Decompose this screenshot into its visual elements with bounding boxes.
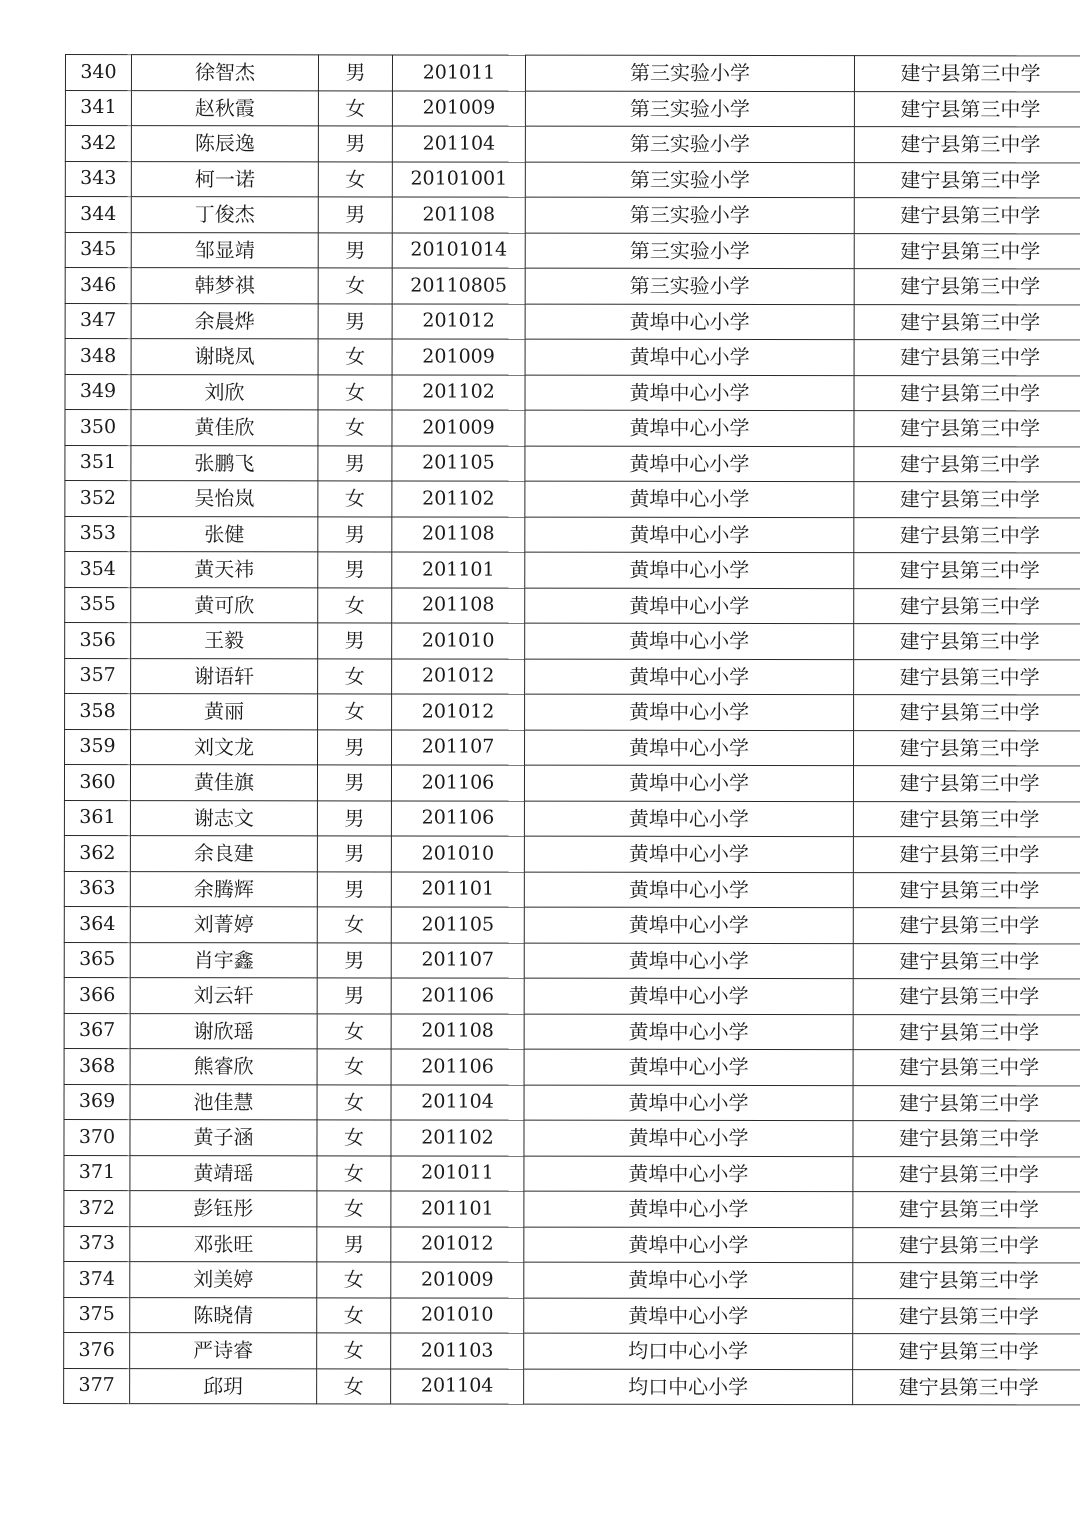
student-name: 余腾辉	[130, 871, 317, 907]
student-name: 池佳慧	[130, 1084, 317, 1120]
birth-date: 201104	[391, 1084, 524, 1120]
assigned-middle-school: 建宁县第三中学	[853, 872, 1080, 908]
primary-school: 黄埠中心小学	[524, 765, 853, 801]
assigned-middle-school: 建宁县第三中学	[853, 1263, 1080, 1299]
table-row	[64, 765, 1080, 802]
student-sex: 男	[318, 729, 392, 765]
row-number: 366	[64, 977, 130, 1013]
student-name: 黄丽	[131, 694, 318, 730]
student-name: 熊睿欣	[130, 1049, 317, 1085]
table-row	[65, 729, 1080, 766]
birth-date: 201009	[392, 410, 525, 446]
primary-school: 黄埠中心小学	[524, 1298, 853, 1334]
assigned-middle-school: 建宁县第三中学	[853, 1050, 1080, 1086]
table-row	[64, 871, 1080, 908]
table-row	[65, 552, 1080, 589]
assigned-middle-school: 建宁县第三中学	[853, 979, 1080, 1015]
primary-school: 黄埠中心小学	[525, 517, 854, 553]
assigned-middle-school: 建宁县第三中学	[854, 553, 1080, 589]
row-number: 364	[64, 906, 130, 942]
row-number: 371	[64, 1155, 130, 1191]
student-sex: 男	[317, 871, 391, 907]
birth-date: 201009	[392, 339, 525, 375]
primary-school: 黄埠中心小学	[524, 1120, 853, 1156]
assigned-middle-school: 建宁县第三中学	[853, 1085, 1080, 1121]
row-number: 372	[64, 1190, 130, 1226]
birth-date: 201106	[391, 800, 524, 836]
assigned-middle-school: 建宁县第三中学	[854, 730, 1080, 766]
birth-date: 201101	[392, 552, 525, 588]
birth-date: 201105	[392, 445, 525, 481]
table-row	[64, 1155, 1080, 1192]
row-number: 370	[64, 1119, 130, 1155]
birth-date: 201108	[391, 1013, 524, 1049]
birth-date: 201108	[392, 197, 525, 233]
student-sex: 男	[317, 1226, 391, 1262]
student-name: 吴怡岚	[131, 481, 318, 517]
student-name: 黄子涵	[130, 1120, 317, 1156]
primary-school: 黄埠中心小学	[525, 446, 854, 482]
table-row	[64, 1226, 1080, 1263]
student-name: 陈晓倩	[130, 1297, 317, 1333]
student-sex: 女	[318, 410, 392, 446]
assigned-middle-school: 建宁县第三中学	[853, 1192, 1080, 1228]
row-number: 377	[64, 1368, 130, 1404]
birth-date: 201103	[391, 1333, 524, 1369]
table-row	[64, 1297, 1080, 1334]
primary-school: 第三实验小学	[525, 91, 854, 127]
table-row	[64, 835, 1080, 872]
assigned-middle-school: 建宁县第三中学	[854, 375, 1080, 411]
table-row	[64, 1119, 1080, 1156]
row-number: 368	[64, 1048, 130, 1084]
primary-school: 第三实验小学	[525, 162, 854, 198]
assigned-middle-school: 建宁县第三中学	[854, 198, 1080, 234]
student-sex: 男	[318, 126, 392, 162]
birth-date: 201012	[392, 303, 525, 339]
primary-school: 第三实验小学	[525, 55, 854, 91]
table-row	[65, 197, 1080, 234]
assigned-middle-school: 建宁县第三中学	[854, 269, 1080, 305]
row-number: 375	[64, 1297, 130, 1333]
primary-school: 黄埠中心小学	[524, 978, 853, 1014]
table-row	[65, 303, 1080, 340]
assigned-middle-school: 建宁县第三中学	[853, 1156, 1080, 1192]
student-name: 谢晓凤	[131, 339, 318, 375]
student-name: 谢语轩	[131, 658, 318, 694]
row-number: 362	[64, 835, 130, 871]
student-sex: 女	[318, 90, 392, 126]
birth-date: 20101001	[392, 161, 525, 197]
primary-school: 黄埠中心小学	[524, 836, 853, 872]
student-sex: 男	[317, 836, 391, 872]
student-sex: 女	[317, 1368, 391, 1404]
row-number: 369	[64, 1084, 130, 1120]
student-roster-table	[63, 54, 1080, 1405]
table-row	[64, 1013, 1080, 1050]
assigned-middle-school: 建宁县第三中学	[853, 1014, 1080, 1050]
table-row	[65, 694, 1080, 731]
student-sex: 男	[318, 516, 392, 552]
student-name: 余晨烨	[131, 303, 318, 339]
row-number: 355	[65, 587, 131, 623]
student-name: 黄靖瑶	[130, 1155, 317, 1191]
table-row	[64, 1368, 1080, 1405]
student-name: 肖宇鑫	[130, 942, 317, 978]
student-name: 韩梦祺	[131, 268, 318, 304]
primary-school: 黄埠中心小学	[524, 1156, 853, 1192]
row-number: 348	[65, 339, 131, 375]
primary-school: 第三实验小学	[525, 126, 854, 162]
student-sex: 女	[317, 1155, 391, 1191]
student-name: 柯一诺	[131, 161, 318, 197]
student-name: 刘云轩	[130, 978, 317, 1014]
primary-school: 黄埠中心小学	[524, 872, 853, 908]
student-sex: 女	[318, 374, 392, 410]
student-sex: 男	[318, 623, 392, 659]
birth-date: 201108	[392, 587, 525, 623]
student-name: 刘菁婷	[130, 907, 317, 943]
table-row	[65, 587, 1080, 624]
assigned-middle-school: 建宁县第三中学	[853, 766, 1080, 802]
row-number: 363	[64, 871, 130, 907]
table-row	[65, 268, 1080, 305]
student-name: 谢志文	[130, 800, 317, 836]
assigned-middle-school: 建宁县第三中学	[854, 588, 1080, 624]
primary-school: 均口中心小学	[524, 1369, 853, 1405]
birth-date: 201012	[392, 694, 525, 730]
row-number: 343	[65, 161, 131, 197]
primary-school: 黄埠中心小学	[525, 481, 854, 517]
table-row	[65, 90, 1080, 127]
table-row	[64, 800, 1080, 837]
birth-date: 201010	[392, 623, 525, 659]
row-number: 352	[65, 481, 131, 517]
birth-date: 201105	[391, 907, 524, 943]
row-number: 359	[65, 729, 131, 765]
student-sex: 女	[317, 1013, 391, 1049]
primary-school: 黄埠中心小学	[525, 588, 854, 624]
birth-date: 201011	[392, 55, 525, 91]
birth-date: 201009	[392, 90, 525, 126]
student-name: 余良建	[130, 836, 317, 872]
primary-school: 黄埠中心小学	[525, 694, 854, 730]
student-name: 丁俊杰	[131, 197, 318, 233]
primary-school: 黄埠中心小学	[525, 339, 854, 375]
assigned-middle-school: 建宁县第三中学	[853, 837, 1080, 873]
table-row	[64, 906, 1080, 943]
assigned-middle-school: 建宁县第三中学	[854, 340, 1080, 376]
student-name: 邹显靖	[131, 232, 318, 268]
birth-date: 201104	[391, 1368, 524, 1404]
table-row	[65, 410, 1080, 447]
student-sex: 女	[318, 268, 392, 304]
primary-school: 黄埠中心小学	[524, 801, 853, 837]
primary-school: 黄埠中心小学	[524, 907, 853, 943]
assigned-middle-school: 建宁县第三中学	[854, 659, 1080, 695]
primary-school: 第三实验小学	[525, 197, 854, 233]
table-row	[65, 445, 1080, 482]
row-number: 367	[64, 1013, 130, 1049]
birth-date: 201010	[391, 836, 524, 872]
row-number: 373	[64, 1226, 130, 1262]
birth-date: 201107	[392, 729, 525, 765]
assigned-middle-school: 建宁县第三中学	[854, 162, 1080, 198]
assigned-middle-school: 建宁县第三中学	[854, 517, 1080, 553]
birth-date: 201011	[391, 1155, 524, 1191]
table-row	[64, 942, 1080, 979]
student-sex: 男	[318, 232, 392, 268]
student-sex: 女	[318, 694, 392, 730]
primary-school: 黄埠中心小学	[524, 1085, 853, 1121]
table-row	[65, 374, 1080, 411]
table-row	[65, 161, 1080, 198]
row-number: 349	[65, 374, 131, 410]
birth-date: 201106	[391, 978, 524, 1014]
row-number: 376	[64, 1332, 130, 1368]
student-sex: 女	[317, 1191, 391, 1227]
assigned-middle-school: 建宁县第三中学	[853, 801, 1080, 837]
student-name: 刘欣	[131, 374, 318, 410]
roster-body	[64, 55, 1080, 1405]
assigned-middle-school: 建宁县第三中学	[854, 233, 1080, 269]
student-sex: 女	[318, 658, 392, 694]
row-number: 346	[65, 268, 131, 304]
table-row	[64, 1084, 1080, 1121]
student-sex: 男	[317, 942, 391, 978]
student-name: 张鹏飞	[131, 445, 318, 481]
birth-date: 201106	[391, 765, 524, 801]
assigned-middle-school: 建宁县第三中学	[854, 304, 1080, 340]
primary-school: 黄埠中心小学	[524, 943, 853, 979]
primary-school: 黄埠中心小学	[524, 1191, 853, 1227]
table-row	[65, 516, 1080, 553]
student-name: 黄可欣	[131, 587, 318, 623]
student-name: 严诗睿	[130, 1333, 317, 1369]
student-name: 王毅	[131, 623, 318, 659]
birth-date: 201108	[392, 516, 525, 552]
student-sex: 男	[318, 55, 392, 91]
student-name: 谢欣瑶	[130, 1013, 317, 1049]
student-sex: 女	[318, 587, 392, 623]
table-row	[65, 658, 1080, 695]
assigned-middle-school: 建宁县第三中学	[853, 1334, 1080, 1370]
row-number: 340	[65, 55, 131, 91]
birth-date: 201012	[392, 658, 525, 694]
table-row	[65, 55, 1080, 92]
student-sex: 女	[318, 161, 392, 197]
assigned-middle-school: 建宁县第三中学	[853, 1227, 1080, 1263]
student-sex: 男	[317, 800, 391, 836]
primary-school: 黄埠中心小学	[525, 410, 854, 446]
assigned-middle-school: 建宁县第三中学	[853, 1298, 1080, 1334]
primary-school: 黄埠中心小学	[525, 552, 854, 588]
birth-date: 201009	[391, 1262, 524, 1298]
assigned-middle-school: 建宁县第三中学	[854, 624, 1080, 660]
assigned-middle-school: 建宁县第三中学	[854, 446, 1080, 482]
student-name: 邱玥	[130, 1368, 317, 1404]
birth-date: 201104	[392, 126, 525, 162]
student-sex: 女	[317, 1333, 391, 1369]
row-number: 360	[64, 765, 130, 801]
birth-date: 20110805	[392, 268, 525, 304]
table-row	[64, 977, 1080, 1014]
assigned-middle-school: 建宁县第三中学	[854, 91, 1080, 127]
student-sex: 女	[317, 1297, 391, 1333]
student-sex: 女	[317, 1262, 391, 1298]
student-name: 彭钰彤	[130, 1191, 317, 1227]
primary-school: 黄埠中心小学	[524, 1227, 853, 1263]
student-sex: 男	[318, 303, 392, 339]
row-number: 374	[64, 1261, 130, 1297]
primary-school: 黄埠中心小学	[525, 623, 854, 659]
birth-date: 201010	[391, 1297, 524, 1333]
table-row	[65, 623, 1080, 660]
birth-date: 201101	[391, 1191, 524, 1227]
student-sex: 男	[318, 445, 392, 481]
birth-date: 201102	[392, 481, 525, 517]
birth-date: 201106	[391, 1049, 524, 1085]
row-number: 341	[65, 90, 131, 126]
row-number: 350	[65, 410, 131, 446]
student-sex: 女	[317, 1120, 391, 1156]
primary-school: 均口中心小学	[524, 1333, 853, 1369]
table-row	[65, 232, 1080, 269]
student-sex: 女	[317, 1084, 391, 1120]
assigned-middle-school: 建宁县第三中学	[854, 127, 1080, 163]
student-sex: 女	[317, 907, 391, 943]
student-sex: 男	[318, 552, 392, 588]
student-sex: 男	[317, 765, 391, 801]
student-name: 刘文龙	[131, 729, 318, 765]
row-number: 347	[65, 303, 131, 339]
student-name: 张健	[131, 516, 318, 552]
primary-school: 黄埠中心小学	[525, 659, 854, 695]
row-number: 354	[65, 552, 131, 588]
row-number: 344	[65, 197, 131, 233]
student-name: 陈辰逸	[131, 126, 318, 162]
primary-school: 黄埠中心小学	[525, 304, 854, 340]
student-sex: 女	[317, 1049, 391, 1085]
row-number: 365	[64, 942, 130, 978]
student-name: 黄佳旗	[130, 765, 317, 801]
table-row	[65, 339, 1080, 376]
table-row	[65, 481, 1080, 518]
table-row	[65, 126, 1080, 163]
table-row	[64, 1048, 1080, 1085]
row-number: 358	[65, 694, 131, 730]
birth-date: 201101	[391, 871, 524, 907]
assigned-middle-school: 建宁县第三中学	[853, 1121, 1080, 1157]
assigned-middle-school: 建宁县第三中学	[853, 943, 1080, 979]
assigned-middle-school: 建宁县第三中学	[854, 56, 1080, 92]
primary-school: 黄埠中心小学	[524, 1014, 853, 1050]
assigned-middle-school: 建宁县第三中学	[854, 482, 1080, 518]
student-name: 徐智杰	[131, 55, 318, 91]
row-number: 351	[65, 445, 131, 481]
student-sex: 女	[318, 481, 392, 517]
row-number: 356	[65, 623, 131, 659]
primary-school: 第三实验小学	[525, 268, 854, 304]
table-row	[64, 1261, 1080, 1298]
student-name: 黄佳欣	[131, 410, 318, 446]
student-name: 黄天祎	[131, 552, 318, 588]
assigned-middle-school: 建宁县第三中学	[853, 908, 1080, 944]
row-number: 345	[65, 232, 131, 268]
primary-school: 黄埠中心小学	[524, 1262, 853, 1298]
student-name: 刘美婷	[130, 1262, 317, 1298]
primary-school: 黄埠中心小学	[524, 1049, 853, 1085]
student-sex: 男	[318, 197, 392, 233]
student-sex: 女	[318, 339, 392, 375]
primary-school: 第三实验小学	[525, 233, 854, 269]
student-name: 邓张旺	[130, 1226, 317, 1262]
assigned-middle-school: 建宁县第三中学	[853, 1369, 1080, 1405]
assigned-middle-school: 建宁县第三中学	[854, 695, 1080, 731]
row-number: 353	[65, 516, 131, 552]
birth-date: 201102	[391, 1120, 524, 1156]
birth-date: 20101014	[392, 232, 525, 268]
primary-school: 黄埠中心小学	[525, 375, 854, 411]
table-row	[64, 1332, 1080, 1369]
row-number: 357	[65, 658, 131, 694]
birth-date: 201102	[392, 374, 525, 410]
row-number: 342	[65, 126, 131, 162]
primary-school: 黄埠中心小学	[525, 730, 854, 766]
assigned-middle-school: 建宁县第三中学	[854, 411, 1080, 447]
student-name: 赵秋霞	[131, 90, 318, 126]
row-number: 361	[64, 800, 130, 836]
table-row	[64, 1190, 1080, 1227]
student-sex: 男	[317, 978, 391, 1014]
birth-date: 201012	[391, 1226, 524, 1262]
birth-date: 201107	[391, 942, 524, 978]
